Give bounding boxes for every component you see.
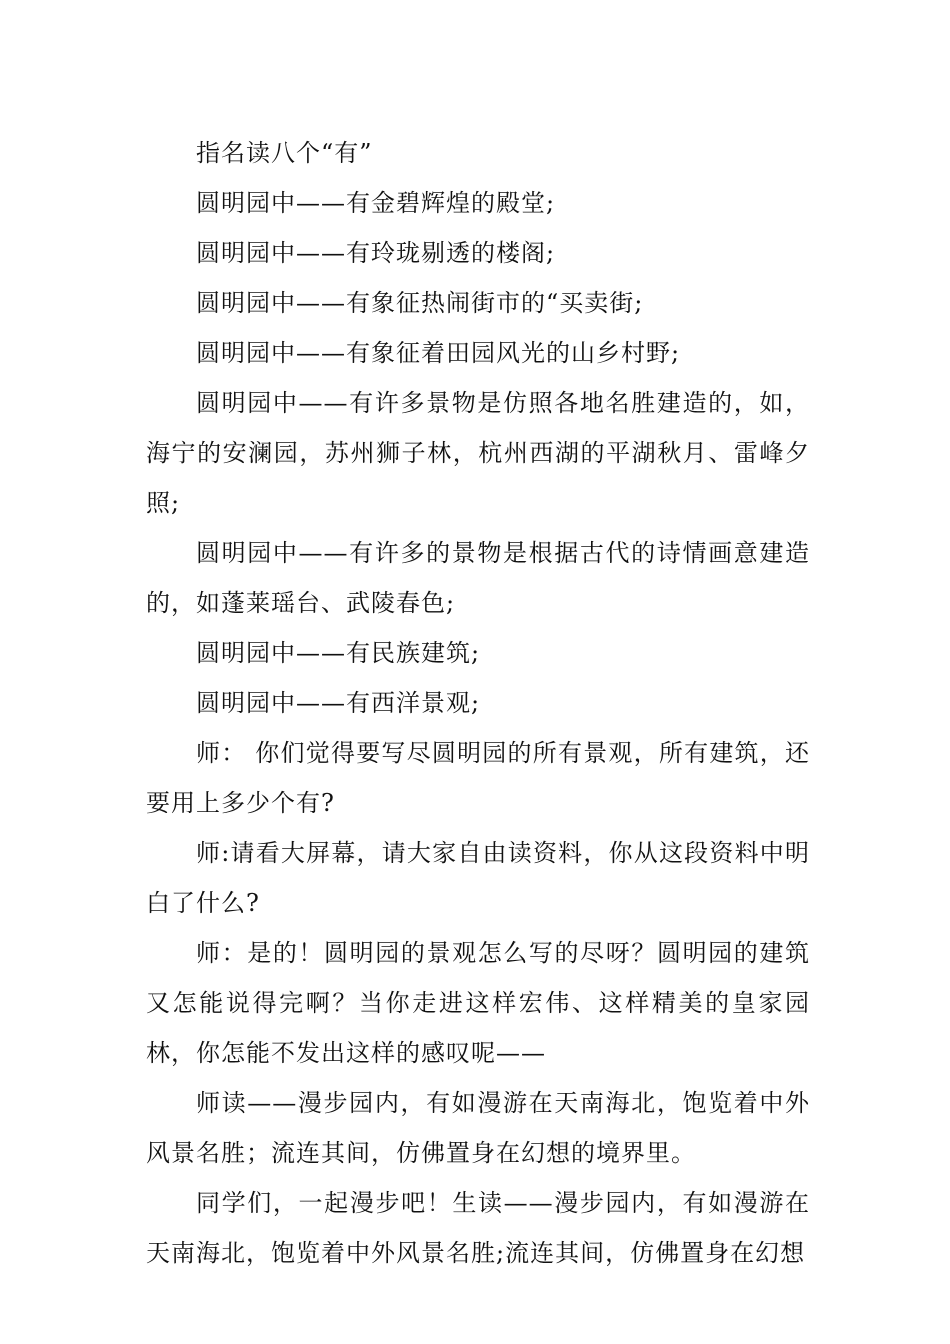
paragraph-3: 圆明园中——有玲珑剔透的楼阁; bbox=[196, 239, 556, 267]
paragraph-12: 师：是的！圆明园的景观怎么写的尽呀？圆明园的建筑又怎能说得完啊？当你走进这样宏伟、这样精美的皇家园林，你怎能不发出这样的感叹呢—— bbox=[146, 939, 810, 1067]
paragraph-14: 同学们，一起漫步吧！生读——漫步园内，有如漫游在天南海北，饱览着中外风景名胜;流连其间，仿佛置身在幻想 bbox=[146, 1189, 810, 1267]
paragraph-11: 师:请看大屏幕，请大家自由读资料，你从这段资料中明白了什么? bbox=[146, 839, 810, 917]
paragraph-1: 指名读八个“有” bbox=[196, 139, 373, 167]
paragraph-2: 圆明园中——有金碧辉煌的殿堂; bbox=[196, 189, 556, 217]
paragraph-6: 圆明园中——有许多景物是仿照各地名胜建造的，如，海宁的安澜园，苏州狮子林，杭州西湖的平湖秋月、雷峰夕照; bbox=[146, 389, 810, 517]
paragraph-7: 圆明园中——有许多的景物是根据古代的诗情画意建造的，如蓬莱瑶台、武陵春色; bbox=[146, 539, 810, 617]
paragraph-9: 圆明园中——有西洋景观; bbox=[196, 689, 481, 717]
paragraph-5: 圆明园中——有象征着田园风光的山乡村野; bbox=[196, 339, 681, 367]
paragraph-10: 师： 你们觉得要写尽圆明园的所有景观，所有建筑，还要用上多少个有? bbox=[146, 739, 810, 817]
lesson-text bbox=[146, 128, 810, 1278]
paragraph-8: 圆明园中——有民族建筑; bbox=[196, 639, 481, 667]
paragraph-13: 师读——漫步园内，有如漫游在天南海北，饱览着中外风景名胜；流连其间，仿佛置身在幻想的境界里。 bbox=[146, 1089, 810, 1167]
paragraph-4: 圆明园中——有象征热闹街市的“买卖街; bbox=[196, 289, 644, 317]
